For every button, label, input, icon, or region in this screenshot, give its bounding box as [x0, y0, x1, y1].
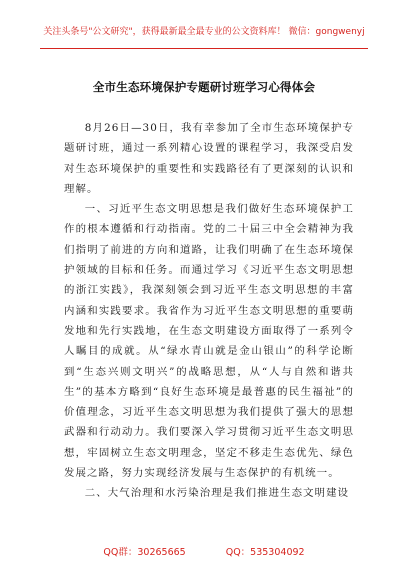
footer-qq-group: QQ群：30265665 — [103, 547, 186, 558]
paragraph-section-2: 二、大气治理和水污染治理是我们推进生态文明建设 — [84, 487, 350, 500]
footer-contact — [0, 547, 408, 559]
document-body — [64, 118, 354, 504]
paragraph-section-1: 一、习近平生态文明思想是我们做好生态环境保护工作的根本遵循和行动指南。党的二十届三中全会精神为我们指明了前进的方向和道路，让我们明确了在生态环境保护领域的目标和任务。而通过学习《习近平生态文明思想的浙江实践》，我深刻领会到习近平生态文明思想的丰富内涵和实践要求。我省作为习近平生态文明思想的重要萌发地和先行实践地，在生态文明建设方面取得了一系列令人瞩目的成就。从“绿水青山就是金山银山”的科学论断到“生态兴则文明兴”的战略思想，从“人与自然和谐共生”的基本方略到“良好生态环境是最普惠的民生福祉”的价值理念，习近平生态文明思想为我们提供了强大的思想武器和行动动力。我们要深入学习贯彻习近平生态文明思想，牢固树立生态文明理念，坚定不移走生态优先、绿色发展之路，努力实现经济发展与生态保护的有机统一。 — [64, 203, 354, 480]
footer-qq-number: QQ：535304092 — [225, 547, 305, 558]
paragraph-intro: 8月26日—30日，我有幸参加了全市生态环境保护专题研讨班，通过一系列精心设置的课程学习，我深受启发对生态环境保护的重要性和实践路径有了更深刻的认识和理解。 — [64, 122, 354, 195]
header-banner: 关注头条号"公文研究"，获得最新最全最专业的公文资料库！ 微信：gongwenyj — [43, 27, 365, 37]
document-title: 全市生态环境保护专题研讨班学习心得体会 — [92, 79, 316, 94]
header-divider — [40, 48, 368, 49]
